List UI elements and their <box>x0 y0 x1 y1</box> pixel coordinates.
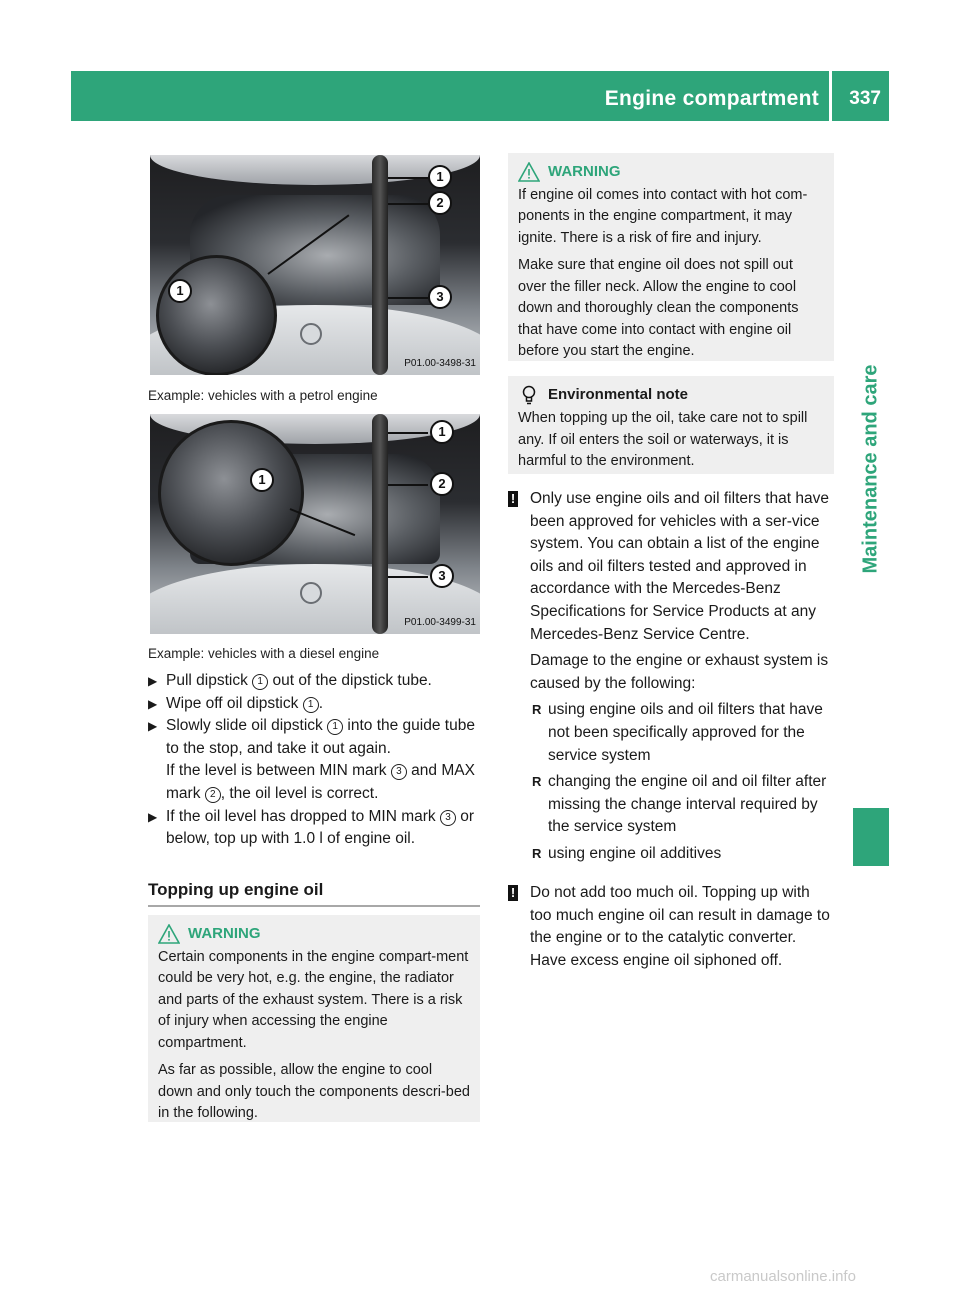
lightbulb-icon <box>518 384 540 406</box>
warning-heading <box>518 161 824 183</box>
figure-caption: Example: vehicles with a petrol engine <box>148 388 378 403</box>
warning-label: WARNING <box>188 925 261 942</box>
step-result <box>148 760 480 805</box>
step-arrow-icon: ▶ <box>148 719 158 734</box>
step-text: . <box>318 694 323 712</box>
callout-3: 3 <box>430 564 454 588</box>
list-item <box>530 771 834 839</box>
step-text: or below, top up with 1.0 l of engine oil. <box>166 807 475 848</box>
callout-line-2 <box>388 484 428 486</box>
step-text: , the oil level is correct. <box>220 784 379 802</box>
notice-too-much-oil <box>508 882 834 976</box>
step-text: and MAX mark <box>166 762 475 802</box>
list-item-text: using engine oil additives <box>548 844 722 862</box>
chapter-marker <box>853 808 889 866</box>
callout-3: 3 <box>428 285 452 309</box>
warning-box <box>508 153 834 361</box>
section-divider <box>148 905 480 907</box>
bullet-r-icon: R <box>532 774 542 790</box>
ref-badge: 1 <box>252 674 268 690</box>
warning-box <box>148 915 480 1122</box>
dipstick <box>372 155 388 375</box>
instruction-steps <box>148 670 480 851</box>
ref-badge: 1 <box>327 719 343 735</box>
notice-block <box>508 882 834 972</box>
notice-exclamation-icon: ! <box>508 491 518 507</box>
list-item <box>530 843 834 866</box>
callout-2: 2 <box>428 191 452 215</box>
list-item-text: changing the engine oil and oil filter after missing the change interval required by the service system <box>548 773 827 836</box>
inset-callout-1: 1 <box>168 279 192 303</box>
callout-line-1 <box>388 432 428 434</box>
watermark-footer: carmanualsonline.info <box>710 1268 856 1285</box>
bullet-r-icon: R <box>532 845 542 861</box>
section-heading: Topping up engine oil <box>148 880 324 899</box>
callout-1: 1 <box>430 420 454 444</box>
step-text: out of the dipstick tube. <box>268 672 432 689</box>
figure-caption: Example: vehicles with a diesel engine <box>148 646 380 661</box>
notice-approved-oils <box>508 488 834 870</box>
warning-text: As far as possible, allow the engine to cool down and only touch the components descri-bed in the following. <box>158 1062 470 1121</box>
star-emblem-icon <box>300 323 322 345</box>
warning-heading <box>158 923 470 945</box>
dipstick-inset <box>156 255 277 375</box>
warning-text: Certain components in the engine compart-ment could be very hot, e.g. the engine, the radiator and parts of the exhaust system. There is a risk of injury when accessing the engine compartment. <box>158 948 469 1051</box>
environmental-note-text: When topping up the oil, take care not to spill any. If oil enters the soil or waterways, it is harmful to the environment. <box>518 410 808 469</box>
ref-badge: 3 <box>391 764 407 780</box>
step-item <box>148 715 480 760</box>
environmental-note-heading <box>518 384 824 406</box>
chapter-tab-label: Maintenance and care <box>859 364 882 574</box>
environmental-note-box <box>508 376 834 474</box>
warning-triangle-icon <box>518 162 540 182</box>
step-arrow-icon: ▶ <box>148 696 158 711</box>
petrol-engine-photo <box>150 155 480 375</box>
notice-text: Only use engine oils and oil filters that have been approved for vehicles with a ser-vice system. You can obtain a list of the engine oils and oil filters tested and approved in accordance with the Mercedes-Benz Specifications for Service Products at any Mercedes-Benz Service Centre. <box>530 490 829 643</box>
step-item <box>148 806 480 851</box>
list-item-text: using engine oils and oil filters that have not been specifically approved for the service system <box>548 701 823 764</box>
warning-text: Make sure that engine oil does not spill out over the filler neck. Allow the engine to cool down and thoroughly clean the components that have come into contact with engine oil before you start the engine. <box>518 257 799 359</box>
chapter-tab[interactable] <box>853 144 889 794</box>
callout-1: 1 <box>428 165 452 189</box>
environmental-note-label: Environmental note <box>548 386 689 404</box>
notice-block <box>508 488 834 866</box>
ref-badge: 1 <box>303 697 319 713</box>
step-text: Pull dipstick <box>166 672 253 689</box>
list-item <box>530 699 834 767</box>
callout-line-3 <box>388 297 428 299</box>
bullet-r-icon: R <box>532 702 542 718</box>
star-emblem-icon <box>300 582 322 604</box>
step-text: Slowly slide oil dipstick <box>166 717 328 735</box>
step-item <box>148 670 480 693</box>
page-title: Engine compartment <box>604 87 819 110</box>
callout-line-3 <box>388 576 428 578</box>
step-text: If the oil level has dropped to MIN mark <box>166 807 440 825</box>
callout-line-1 <box>388 177 428 179</box>
notice-exclamation-icon: ! <box>508 885 518 901</box>
step-arrow-icon: ▶ <box>148 674 158 688</box>
callout-2: 2 <box>430 472 454 496</box>
step-text: into the guide tube to the stop, and take it out again. <box>166 717 475 757</box>
inset-callout-1: 1 <box>250 468 274 492</box>
warning-label: WARNING <box>548 163 621 180</box>
notice-text: Do not add too much oil. Topping up with too much engine oil can result in damage to the engine or to the catalytic converter. Have excess engine oil siphoned off. <box>530 884 830 969</box>
step-item <box>148 693 480 716</box>
step-arrow-icon: ▶ <box>148 809 158 824</box>
step-text: Wipe off oil dipstick <box>166 694 303 712</box>
dipstick <box>372 414 388 634</box>
notice-text: Damage to the engine or exhaust system is caused by the following: <box>530 652 829 692</box>
dipstick-inset <box>158 420 304 566</box>
header-divider <box>829 71 832 121</box>
ref-badge: 3 <box>440 810 456 826</box>
figure-code: P01.00-3498-31 <box>404 358 476 369</box>
page-number: 337 <box>849 88 881 109</box>
warning-text: If engine oil comes into contact with hot com-ponents in the engine compartment, it may ignite. There is a risk of fire and injury. <box>518 186 808 246</box>
figure-code: P01.00-3499-31 <box>404 617 476 628</box>
header-bar <box>71 71 889 121</box>
warning-triangle-icon <box>158 924 180 944</box>
diesel-engine-photo <box>150 414 480 634</box>
step-text: If the level is between MIN mark <box>166 762 391 780</box>
ref-badge: 2 <box>205 787 221 803</box>
callout-line-2 <box>388 203 428 205</box>
